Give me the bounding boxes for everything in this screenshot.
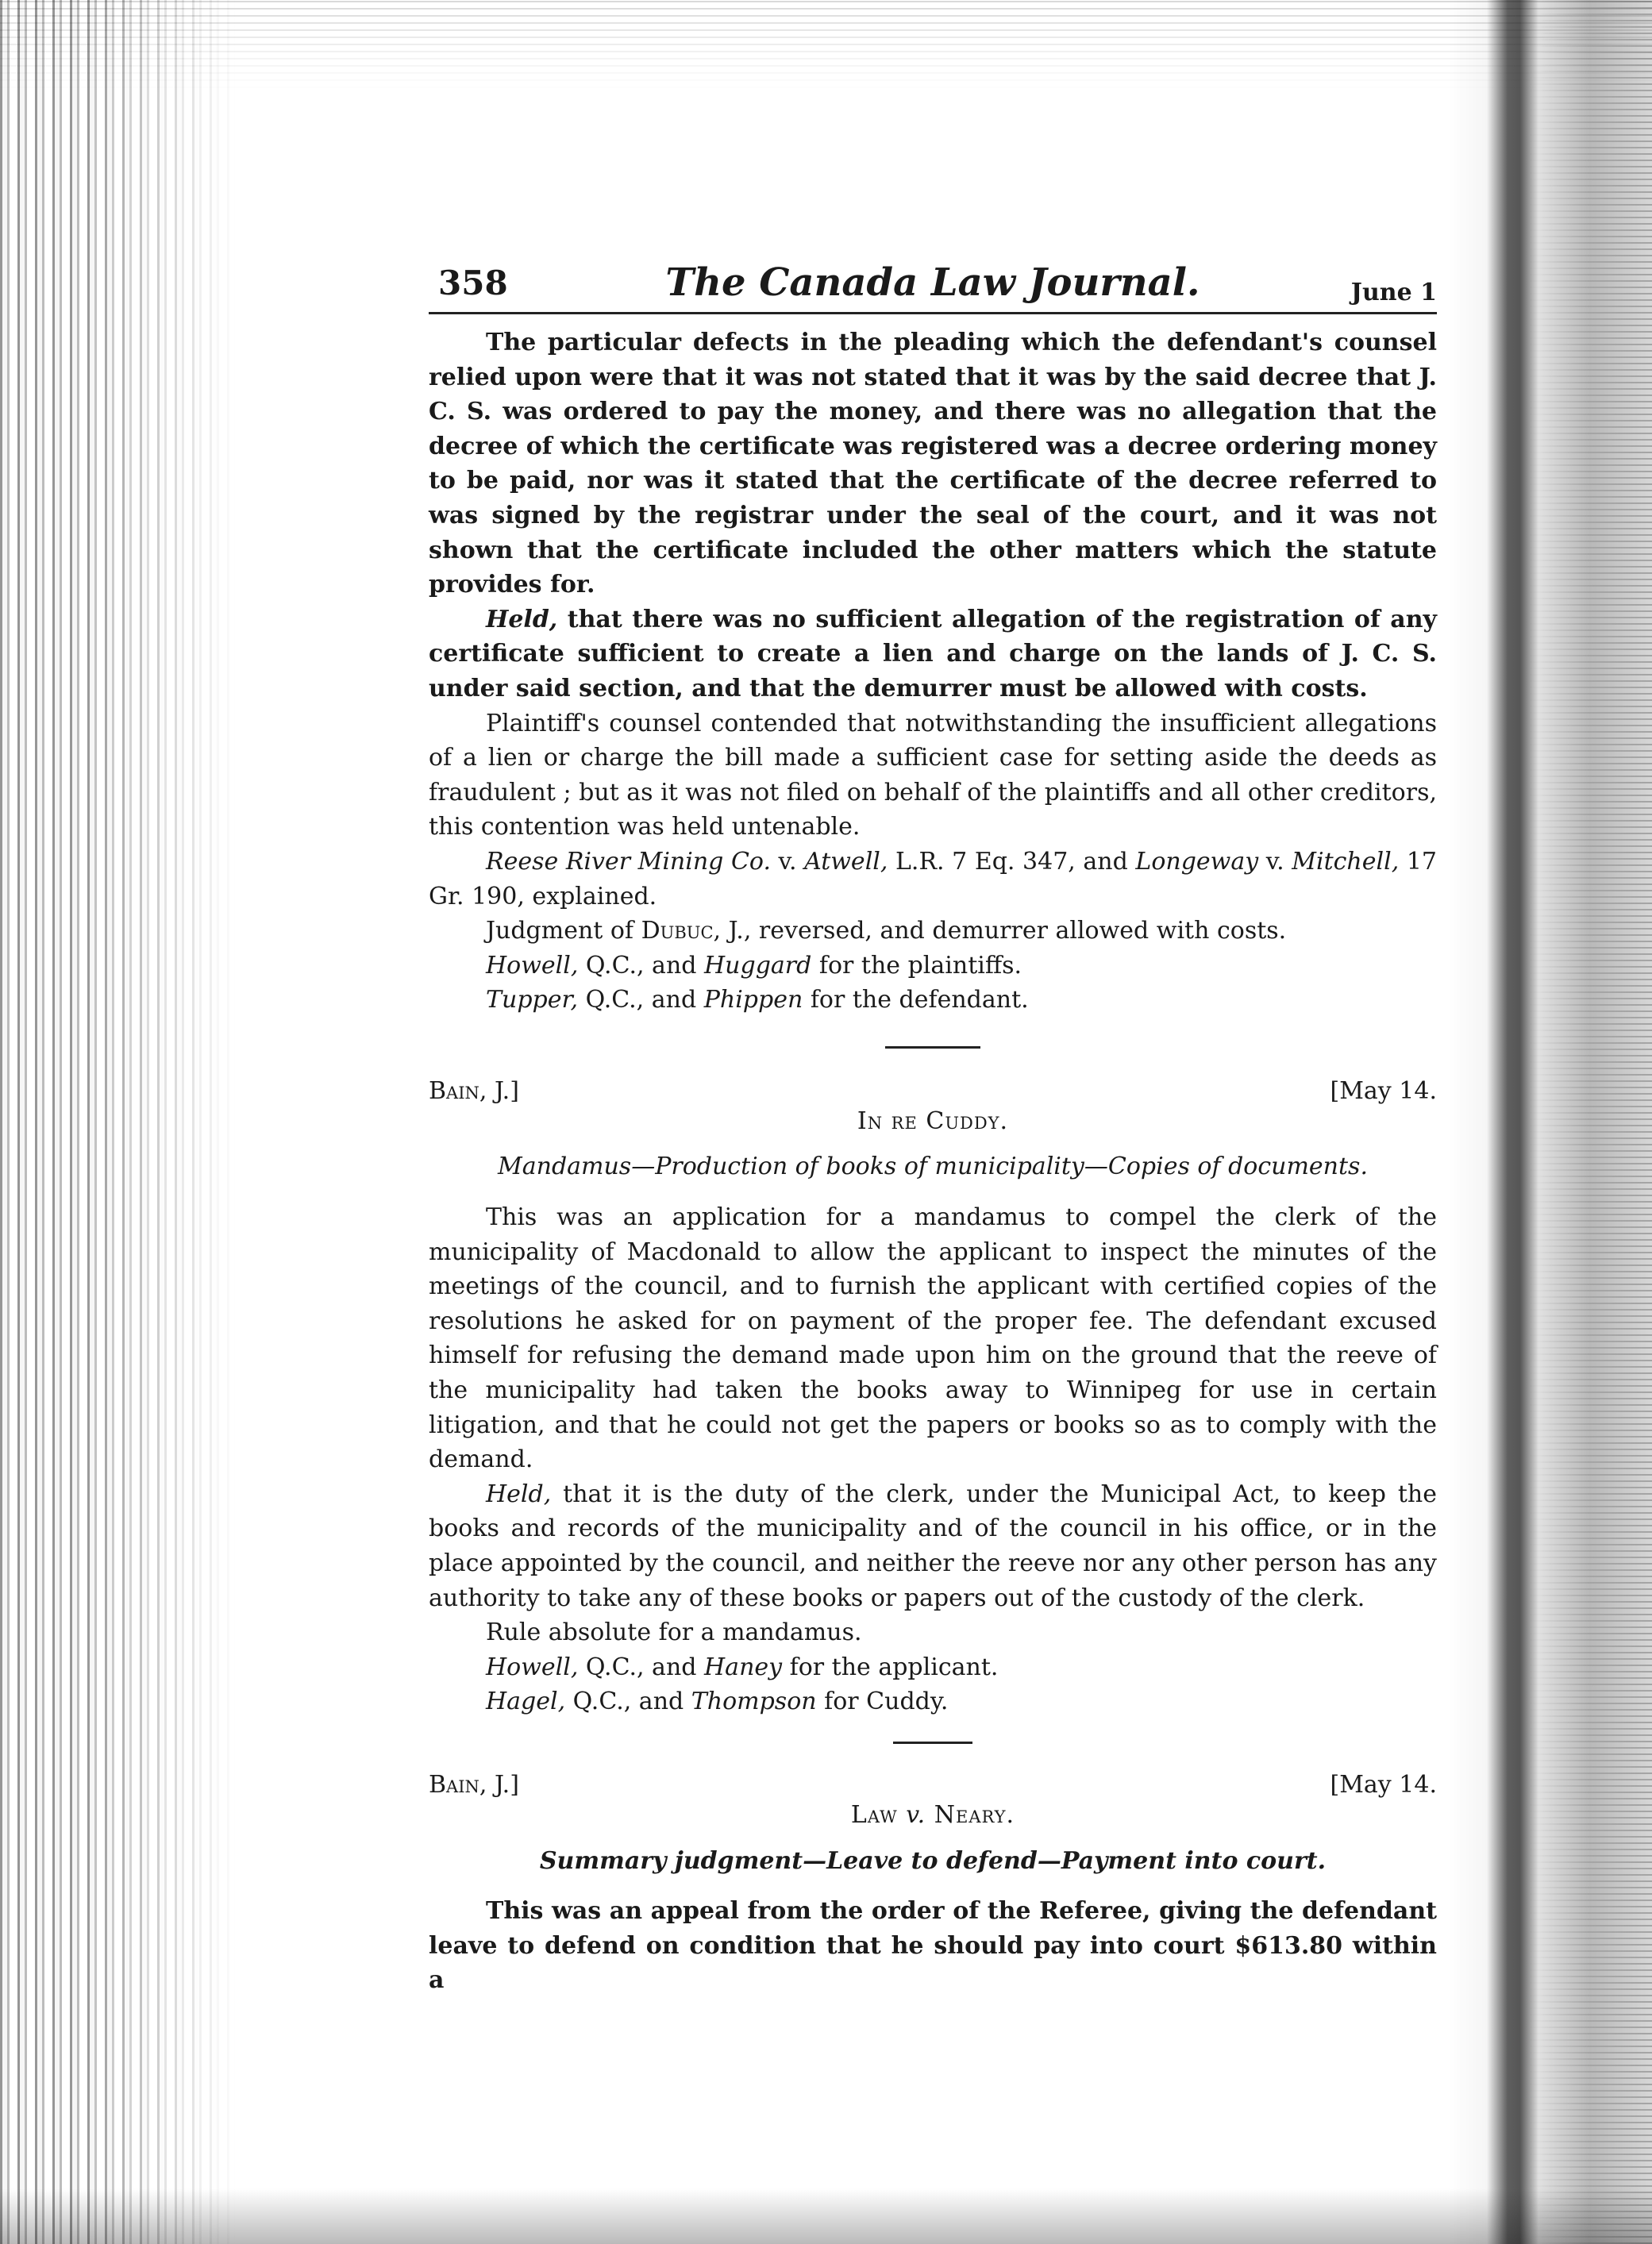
section-divider xyxy=(893,1742,972,1744)
case3-headnote: Summary judgment—Leave to defend—Payment into court. xyxy=(539,1846,1327,1875)
case2-judge-line xyxy=(429,1074,1437,1110)
case2-judge: Bain, J.] xyxy=(429,1076,519,1105)
case1-counsel-defendant: Tupper, Q.C., and Phippen for the defendant. xyxy=(486,986,1029,1014)
case2-title: In re Cuddy. xyxy=(857,1107,1009,1135)
case1-held-paragraph: Held, that there was no sufficient allegation of the registration of any certificate sufficient to create a lien and charge on the lands of J. C. S. under said section, and that the demurrer must be allowed with costs. xyxy=(429,605,1437,702)
scan-top-edge-shadow xyxy=(0,0,1652,95)
case3-judge-line xyxy=(429,1768,1437,1804)
case1-paragraph-counsel-contention: Plaintiff's counsel contended that notwithstanding the insufficient allegations of a lien or charge the bill made a sufficient case for setting aside the deeds as fraudulent ; but as it was not filed on behalf of the plaintiffs and all other creditors, this contention was held untenable. xyxy=(429,709,1437,841)
case2-rule: Rule absolute for a mandamus. xyxy=(486,1619,862,1647)
case-continued-block xyxy=(429,325,1437,706)
case1-counsel-plaintiffs: Howell, Q.C., and Huggard for the plaintiffs. xyxy=(486,951,1022,980)
journal-title: The Canada Law Journal. xyxy=(665,260,1200,305)
case2-held-paragraph: Held, that it is the duty of the clerk, under the Municipal Act, to keep the books and records of the municipality and of the council in his office, or in the place appointed by the council, and neither the reeve nor any other person has any authority to take any of these books or papers out of the custody of the clerk. xyxy=(429,1480,1437,1612)
case1-judgment: Judgment of Dubuc, J., reversed, and demurrer allowed with costs. xyxy=(486,917,1287,945)
case3-judge: Bain, J.] xyxy=(429,1770,519,1799)
case3-paragraph-appeal: This was an appeal from the order of the Referee, giving the defendant leave to defend on condition that he should pay into court $613.80 within a xyxy=(429,1897,1437,1995)
scan-left-edge-shadow xyxy=(0,0,238,2244)
case3-date: [May 14. xyxy=(1330,1770,1437,1799)
case2-date: [May 14. xyxy=(1330,1076,1437,1105)
held-label: Held, xyxy=(486,605,558,633)
case2-paragraph-application: This was an application for a mandamus to compel the clerk of the municipality of Macdonald to allow the applicant to inspect the minutes of the meetings of the council, and to furnish the applicant with certified copies of the resolutions he asked for on payment of the proper fee. The defendant excused himself for refusing the demand made upon him on the ground that the reeve of the municipality had taken the books away to Winnipeg for use in certain litigation, and that he could not get the papers or books so as to comply with the demand. xyxy=(429,1203,1437,1474)
case2-counsel-respondent: Hagel, Q.C., and Thompson for Cuddy. xyxy=(486,1688,949,1716)
held-label: Held, xyxy=(486,1480,552,1508)
section-divider xyxy=(885,1046,980,1049)
case2-counsel-applicant: Howell, Q.C., and Haney for the applicant. xyxy=(486,1653,999,1681)
case2-headnote: Mandamus—Production of books of municipality—Copies of documents. xyxy=(498,1153,1368,1181)
scan-right-edge-shadow xyxy=(1446,0,1652,2244)
issue-date: June 1 xyxy=(1350,279,1437,306)
running-head xyxy=(429,260,1437,314)
case1-citations: Reese River Mining Co. v. Atwell, L.R. 7 Eq. 347, and Longeway v. Mitchell, 17 Gr. 190, explained. xyxy=(429,847,1438,910)
case3-title: Law v. Neary. xyxy=(850,1800,1015,1829)
page-number: 358 xyxy=(438,264,508,302)
case1-paragraph-defects: The particular defects in the pleading which the defendant's counsel relied upon were that it was not stated that it was by the said decree that J. C. S. was ordered to pay the money, and there was no allegation that the decree of which the certificate was registered was a decree ordering money to be paid, nor was it stated that the certificate of the decree referred to was signed by the registrar under the seal of the court, and it was not shown that the certificate included the other matters which the statute provides for. xyxy=(429,329,1437,599)
journal-page xyxy=(429,260,1438,2155)
scan-bottom-edge-shadow xyxy=(0,2188,1652,2244)
